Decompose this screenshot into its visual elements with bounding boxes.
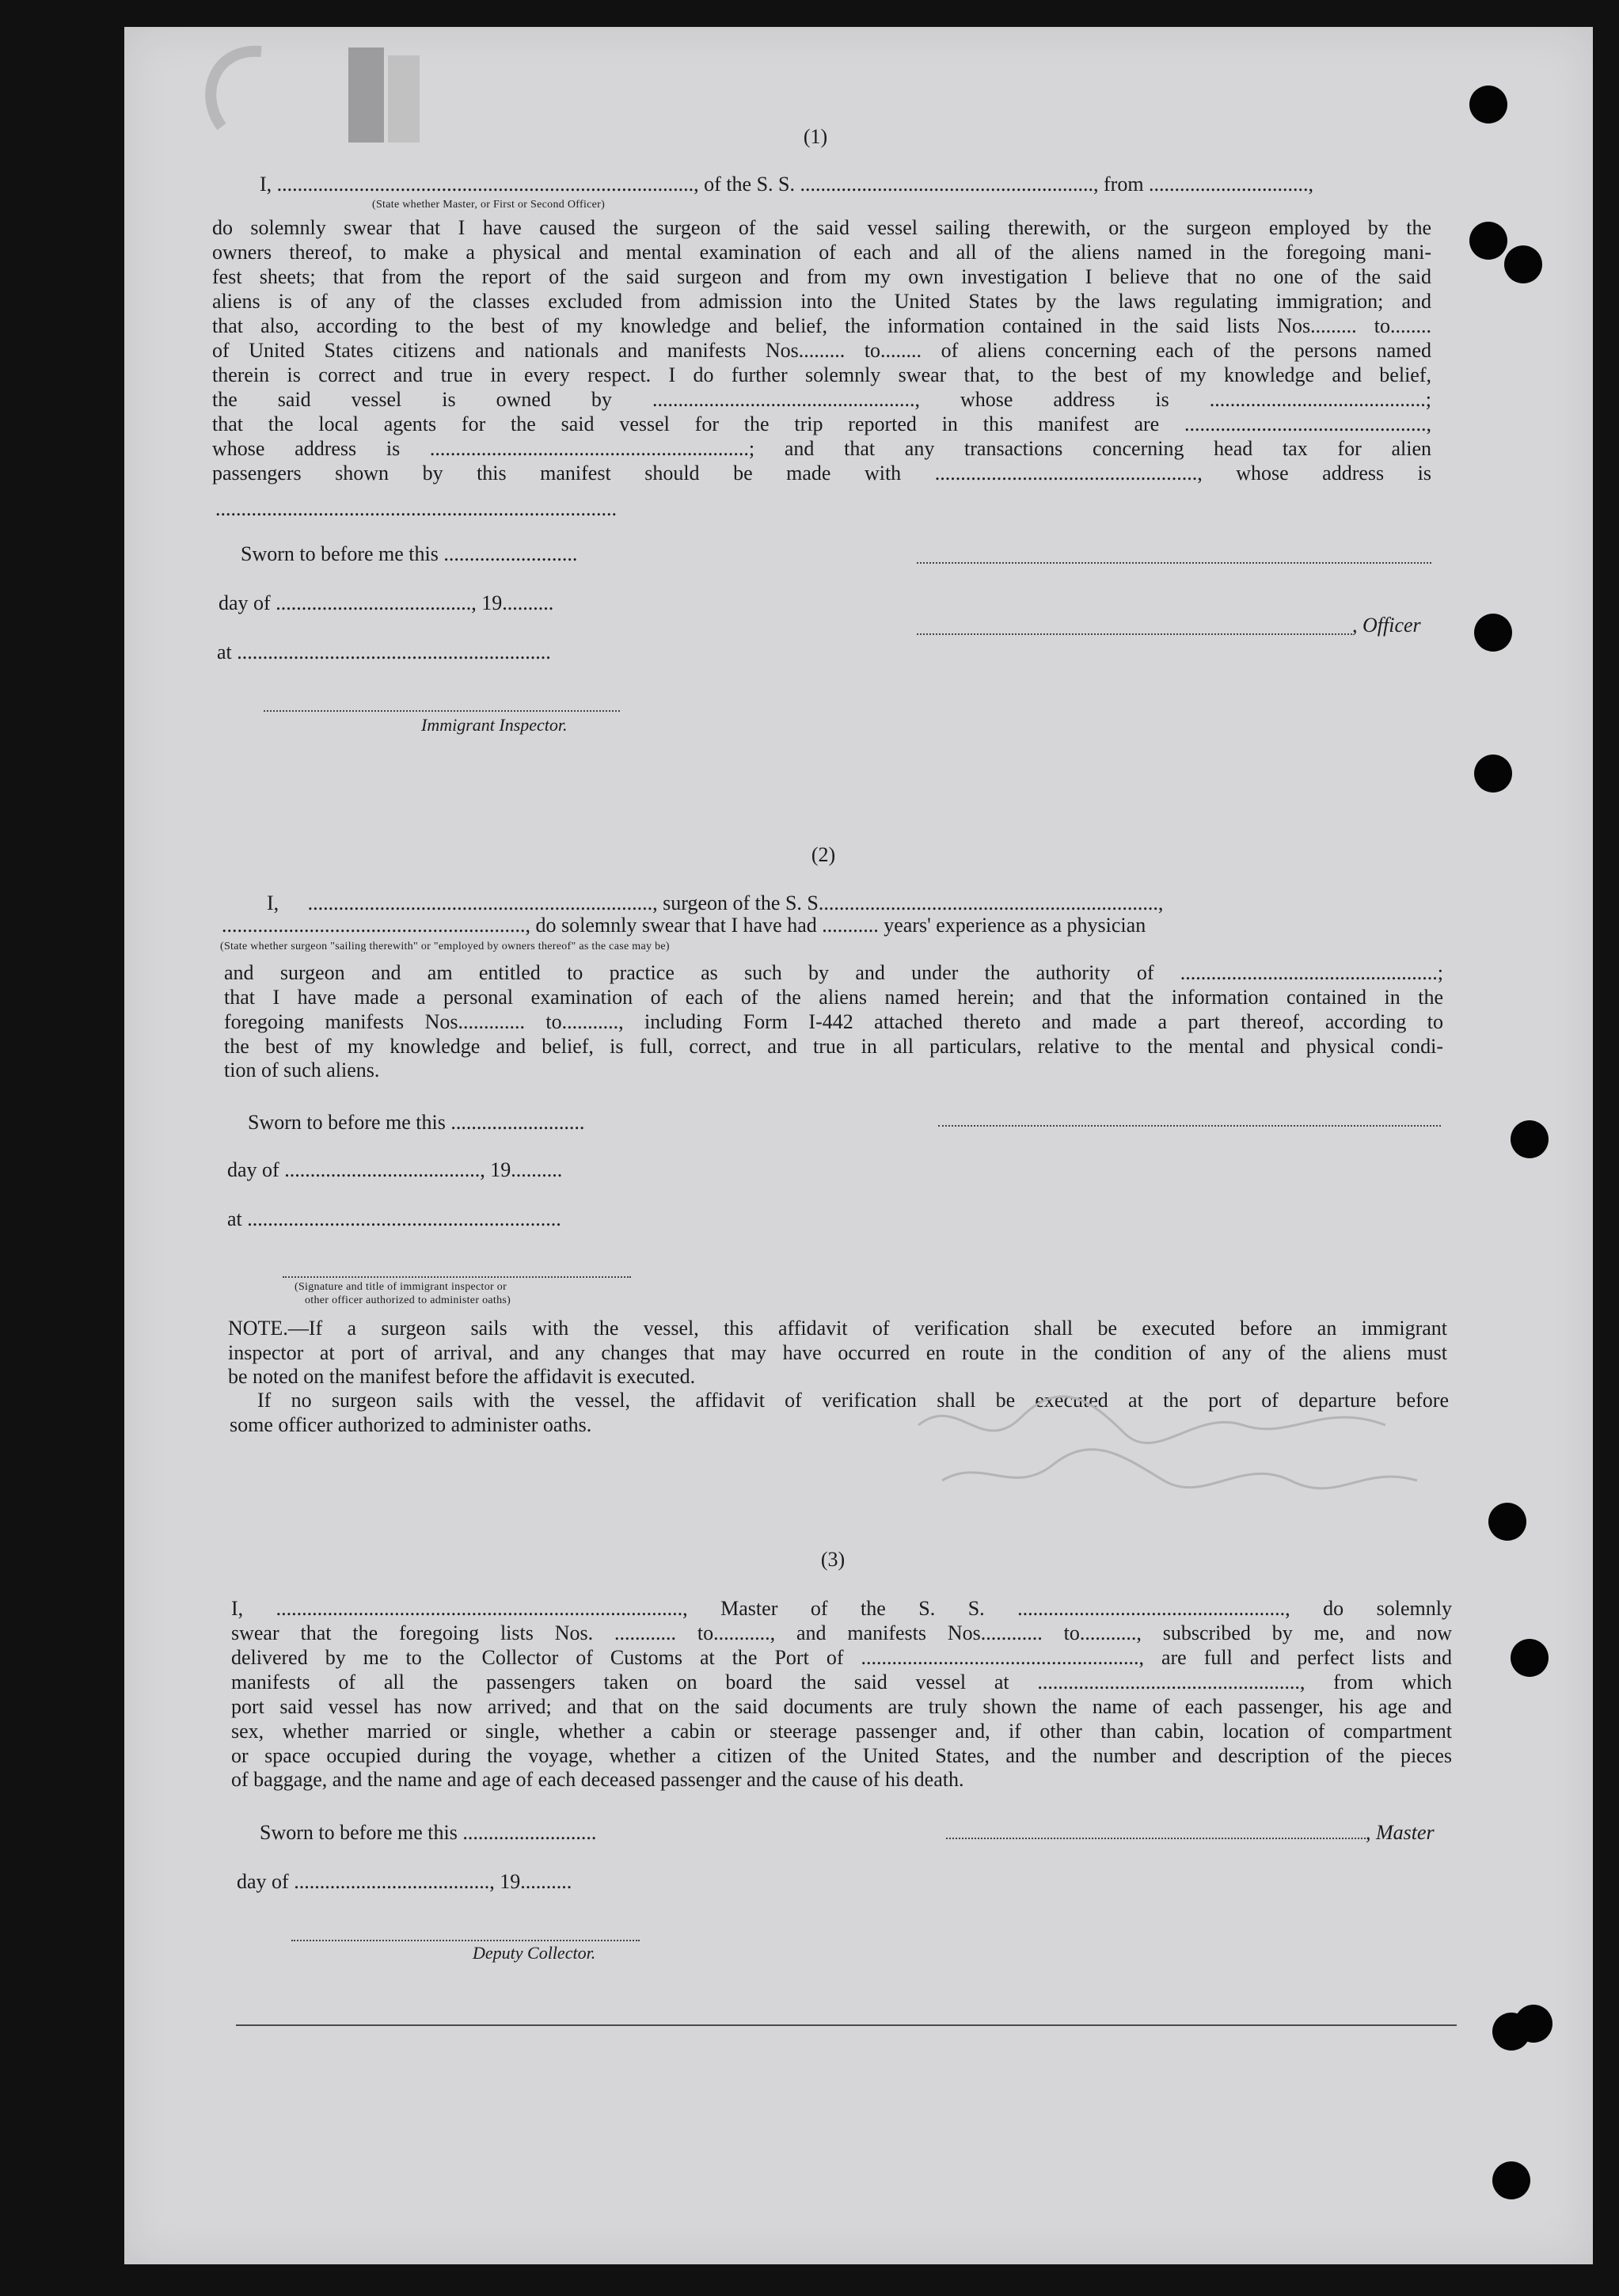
section3-number: (3) [820,1548,846,1571]
note2-last-row: some officer authorized to administer oaths. [230,1413,592,1436]
section1-caption: (State whether Master, or First or Second Officer) [372,199,606,211]
section3-row: swear that the foregoing lists Nos. ............ to..........., and manifests Nos............ to..........., subscribed by me, and now [231,1621,1452,1644]
section3-row: manifests of all the passengers taken on board the said vessel at ..................................................., from which [231,1671,1452,1693]
section1-row: aliens is of any of the classes excluded from admission into the United States by the laws regulating immigration; and [212,290,1431,313]
section3-master: , Master [1366,1821,1435,1844]
punch-hole-5 [1474,755,1512,793]
section2-row: foregoing manifests Nos............. to..........., including Form I-442 attached thereto and made a part thereof, according to [224,1010,1443,1033]
section3-collector: Deputy Collector. [473,1943,596,1963]
section2-paragraph [224,960,1443,1059]
section1-number: (1) [803,125,828,148]
section3-master-line [946,1838,1366,1839]
section2-row: that I have made a personal examination of each of the aliens named herein; and that the information contained in the [224,986,1443,1009]
section1-row: the said vessel is owned by ..................................................., whose address is ..........................................; [212,388,1431,411]
section2-sig-caption-2: other officer authorized to administer oaths) [305,1294,511,1306]
officer-label: Officer [1362,614,1421,637]
section3-day: day of ......................................, 19.......... [237,1870,572,1893]
punch-hole-6 [1511,1120,1549,1158]
master-label: Master [1376,1821,1435,1844]
section1-day: day of ......................................, 19.......... [219,591,554,614]
punch-hole-7 [1488,1503,1526,1541]
section2-row: the best of my knowledge and belief, is full, correct, and true in all particulars, relative to the mental and physical condi- [224,1035,1443,1058]
section1-row: fest sheets; that from the report of the said surgeon and from my own investigation I believe that no one of the said [212,265,1431,288]
section1-row: owners thereof, to make a physical and mental examination of each and all of the aliens named in the foregoing mani- [212,241,1431,264]
section2-at: at ............................................................. [227,1207,561,1230]
section2-surgeon-line: ..................................................................., surgeon of the S. S.................................................................., [307,891,1164,914]
section3-row: port said vessel has now arrived; and that on the said documents are truly shown the name of each passenger, his age and [231,1695,1452,1718]
stamp-mark [190,32,428,150]
punch-hole-2 [1469,222,1507,260]
section1-row: whose address is ..............................................................; and that any transactions concerning head tax for alien [212,437,1431,460]
section3-paragraph [231,1596,1452,1768]
punch-hole-10 [1514,2005,1552,2043]
section1-row: passengers shown by this manifest should be made with ..................................................., whose address is [212,462,1431,485]
punch-hole-11 [1492,2161,1530,2199]
note-row: NOTE.—If a surgeon sails with the vessel, this affidavit of verification shall be executed before an immigrant [228,1317,1447,1340]
section2-sig-caption-1: (Signature and title of immigrant inspector or [295,1281,507,1293]
section3-row: or space occupied during the voyage, whether a citizen of the United States, and the number and description of the pieces [231,1744,1452,1767]
section1-at: at ............................................................. [217,641,551,663]
section3-sworn: Sworn to before me this .......................... [260,1821,597,1844]
section1-row: of United States citizens and nationals and manifests Nos......... to........ of aliens concerning each of the persons named [212,339,1431,362]
section1-inspector: Immigrant Inspector. [421,715,568,735]
section1-row: therein is correct and true in every respect. I do further solemnly swear that, to the best of my knowledge and belief, [212,363,1431,386]
section1-first-line: I, ................................................................................., of the S. S. ........................................................., from ..............................., [260,173,1314,196]
note-row: inspector at port of arrival, and any changes that may have occurred en route in the condition of any of the aliens must [228,1341,1447,1364]
section2-number: (2) [811,843,836,866]
section2-i: I, [267,891,279,914]
punch-hole-8 [1511,1639,1549,1677]
section1-row: that the local agents for the said vessel for the trip reported in this manifest are ..............................................., [212,412,1431,435]
inspector-signature-line [264,710,620,712]
section2-first-line [267,891,1163,915]
punch-hole-4 [1474,614,1512,652]
section3-row: sex, whether married or single, whether a cabin or steerage passenger and, if other than cabin, location of compartment [231,1720,1452,1743]
section2-last-row: tion of such aliens. [224,1059,380,1081]
section1-row: do solemnly swear that I have caused the surgeon of the said vessel sailing therewith, or the surgeon employed by the [212,216,1431,239]
section3-row: delivered by me to the Collector of Customs at the Port of ......................................................, are full and perfect lists and [231,1646,1452,1669]
section1-last-row: .............................................................................. [215,497,617,520]
section2-row: and surgeon and am entitled to practice as such by and under the authority of ..................................................; [224,961,1443,984]
section2-sworn: Sworn to before me this .......................... [248,1111,585,1134]
section1-signature-line-1 [917,562,1431,564]
section3-collector-line [291,1940,640,1941]
bottom-rule [236,2024,1457,2026]
note2-row: If no surgeon sails with the vessel, the affidavit of verification shall be executed at the port of departure before [257,1389,1449,1412]
section1-officer-line [917,633,1352,635]
bleed-through-handwriting [910,1370,1465,1512]
section3-last-row: of baggage, and the name and age of each deceased passenger and the cause of his death. [231,1768,964,1791]
section2-caption: (State whether surgeon "sailing therewith" or "employed by owners thereof" as the case may be) [220,941,670,952]
section1-sworn: Sworn to before me this .......................... [241,542,578,565]
punch-hole-1 [1469,86,1507,124]
section2-day: day of ......................................, 19.......... [227,1158,563,1181]
section1-row: that also, according to the best of my knowledge and belief, the information contained in the said lists Nos......... to........ [212,314,1431,337]
section2-signature-line [938,1125,1441,1127]
section3-row: I, ..............................................................................., Master of the S. S. ...................................................., do solemnly [231,1597,1452,1620]
punch-hole-3 [1504,245,1542,283]
section2-note [228,1316,1447,1365]
note-last-row: be noted on the manifest before the affidavit is executed. [228,1365,696,1388]
section1-paragraph [212,215,1431,485]
section2-inspector-line [283,1276,631,1278]
section1-officer: , Officer [1352,614,1421,637]
section2-second-line: ..........................................................., do solemnly swear that I have had ........... years' experience as a physician [222,914,1146,937]
